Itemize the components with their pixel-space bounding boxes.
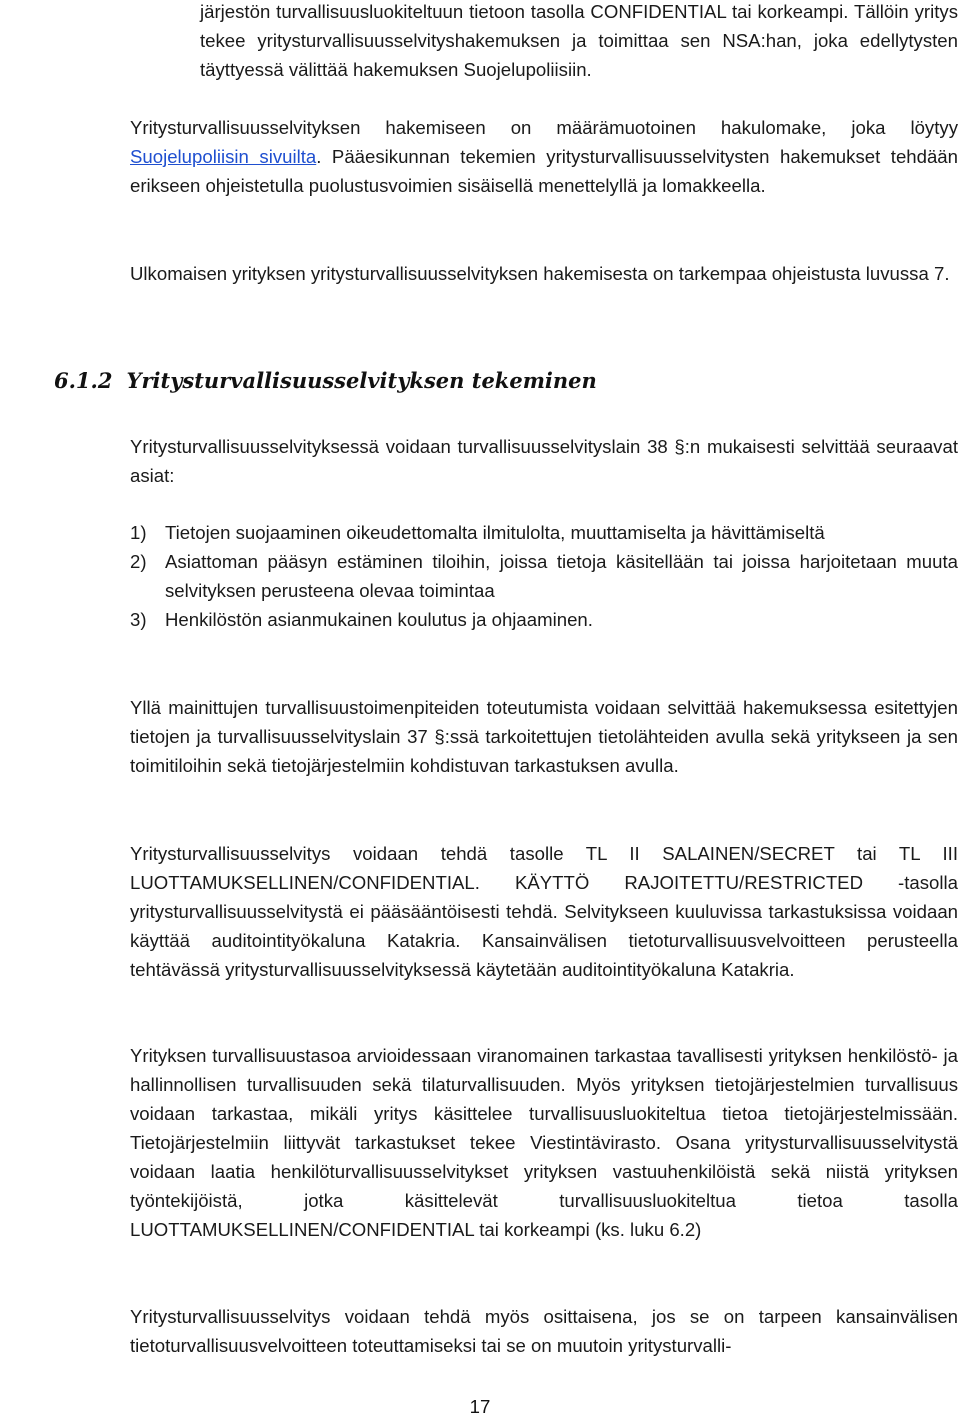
requirements-list <box>130 518 958 634</box>
list-item-number: 3) <box>130 609 147 630</box>
paragraph-form <box>130 113 958 200</box>
list-item-number: 1) <box>130 522 147 543</box>
suojelupoliisi-link[interactable]: Suojelupoliisin sivuilta <box>130 146 317 167</box>
section-heading <box>54 368 597 393</box>
list-item-text: Tietojen suojaaminen oikeudettomalta ilmitulolta, muuttamiselta ja hävittämiseltä <box>165 522 825 543</box>
list-item <box>130 518 958 547</box>
paragraph-measures: Yllä mainittujen turvallisuustoimenpiteiden toteutumista voidaan selvittää hakemuksessa esitettyjen tietojen ja turvallisuusselvityslain 37 §:ssä tarkoitettujen tietolähteiden avulla sekä yritykseen ja sen toimitiloihin sekä tietojärjestelmiin kohdistuvan tarkastuksen avulla. <box>130 697 958 776</box>
section-title: Yritysturvallisuusselvityksen tekeminen <box>126 368 597 393</box>
paragraph-top: järjestön turvallisuusluokiteltuun tietoon tasolla CONFIDENTIAL tai korkeampi. Tällöin yritys tekee yritysturvallisuusselvityshakemuksen ja toimittaa sen NSA:han, joka edellytysten täyttyessä välittää hakemuksen Suojelupoliisiin. <box>200 1 958 80</box>
paragraph-form-after-link: . Pääesikunnan tekemien yritysturvallisuusselvitysten hakemukset tehdään erikseen ohjeistetulla puolustusvoimien sisäisellä menettelyllä ja lomakkeella. <box>130 146 958 196</box>
paragraph-foreign: Ulkomaisen yrityksen yritysturvallisuusselvityksen hakemisesta on tarkempaa ohjeistusta luvussa 7. <box>130 263 950 284</box>
list-item-number: 2) <box>130 551 147 572</box>
paragraph-intro: Yritysturvallisuusselvityksessä voidaan turvallisuusselvityslain 38 §:n mukaisesti selvittää seuraavat asiat: <box>130 436 958 486</box>
section-number: 6.1.2 <box>54 368 113 393</box>
list-item <box>130 605 958 634</box>
paragraph-levels: Yritysturvallisuusselvitys voidaan tehdä tasolle TL II SALAINEN/SECRET tai TL III LUOTTAMUKSELLINEN/CONFIDENTIAL. KÄYTTÖ RAJOITETTU/RESTRICTED -tasolla yritysturvallisuusselvitystä ei pääsääntöisesti tehdä. Selvitykseen kuuluvissa tarkastuksissa voidaan käyttää auditointityökaluna Katakria. Kansainvälisen tietoturvallisuusvelvoitteen perusteella tehtävässä yritysturvallisuusselvityksessä käytetään auditointityökaluna Katakria. <box>130 843 958 980</box>
list-item-text: Asiattoman pääsyn estäminen tiloihin, joissa tietoja käsitellään tai joissa harjoitetaan muuta selvityksen perusteena olevaa toimintaa <box>165 551 958 601</box>
paragraph-inspection: Yrityksen turvallisuustasoa arvioidessaan viranomainen tarkastaa tavallisesti yrityksen henkilöstö- ja hallinnollisen turvallisuuden sekä tilaturvallisuuden. Myös yrityksen tietojärjestelmien turvallisuus voidaan tarkastaa, mikäli yritys käsittelee turvallisuusluokiteltua tietoa tietojärjestelmissään. Tietojärjestelmiin liittyvät tarkastukset tekee Viestintävirasto. Osana yritysturvallisuusselvitystä voidaan laatia henkilöturvallisuusselvitykset yrityksen vastuuhenkilöistä sekä niistä yrityksen työntekijöistä, jotka käsittelevät turvallisuusluokiteltua tietoa tasolla LUOTTAMUKSELLINEN/CONFIDENTIAL tai korkeampi (ks. luku 6.2) <box>130 1045 958 1240</box>
paragraph-partial: Yritysturvallisuusselvitys voidaan tehdä myös osittaisena, jos se on tarpeen kansainvälisen tietoturvallisuusvelvoitteen toteuttamiseksi tai se on muutoin yritysturvalli- <box>130 1306 958 1356</box>
page-number: 17 <box>469 1396 491 1417</box>
paragraph-form-before-link: Yritysturvallisuusselvityksen hakemiseen on määrämuotoinen hakulomake, joka löytyy <box>130 117 958 138</box>
list-item-text: Henkilöstön asianmukainen koulutus ja ohjaaminen. <box>165 609 593 630</box>
list-item <box>130 547 958 605</box>
